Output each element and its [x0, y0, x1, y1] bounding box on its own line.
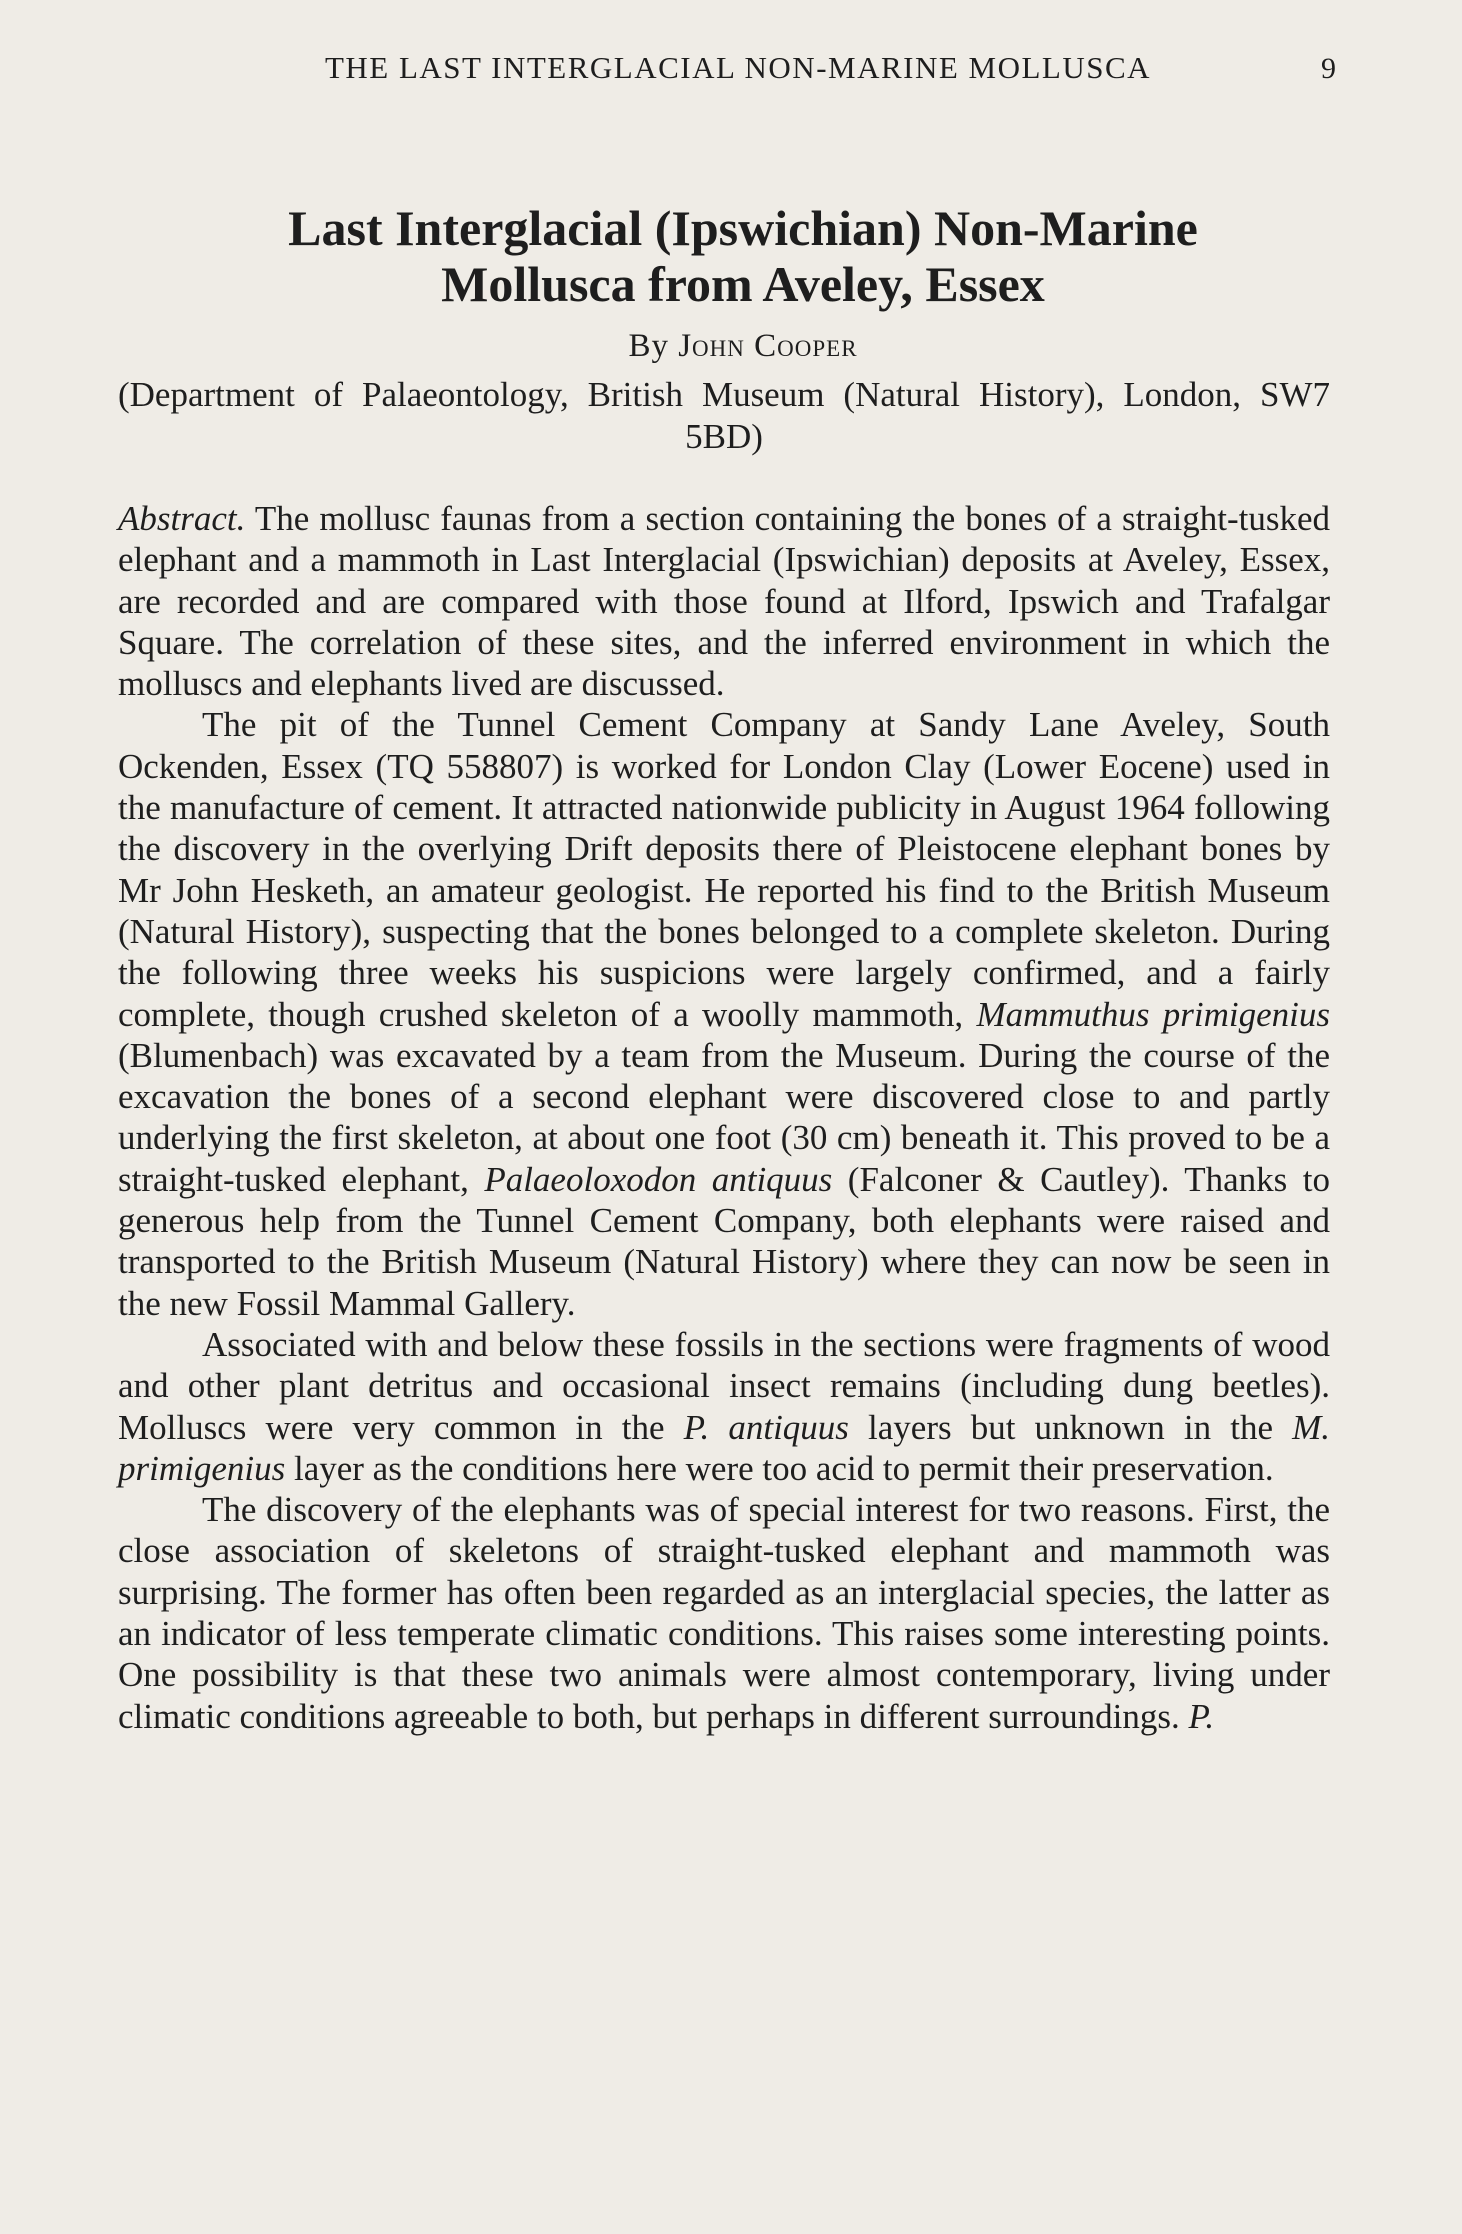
title-line-2: Mollusca from Aveley, Essex — [441, 256, 1045, 312]
abstract — [118, 498, 1330, 704]
byline-by: By — [628, 328, 669, 364]
paragraph-2-text-c: layer as the conditions here were too acid to permit their preservation. — [285, 1448, 1274, 1488]
running-head: THE LAST INTERGLACIAL NON-MARINE MOLLUSCA — [324, 50, 1152, 85]
paragraph-2-text-a: Associated with and below these fossils in the sections were fragments of wood and other plant detritus and occasional insect remains (including dung beetles). Molluscs were very common in the — [118, 1324, 1330, 1447]
paragraph-3 — [118, 1489, 1330, 1737]
page-number: 9 — [1321, 52, 1336, 85]
species-name: P. antiquus — [683, 1407, 849, 1447]
paragraph-2-text-b: layers but unknown in the — [848, 1407, 1273, 1447]
author-affiliation: (Department of Palaeontology, British Museum (Natural History), London, SW7 5BD) — [118, 375, 1330, 456]
paragraph-1-text-c: (Falconer & Cautley). Thanks to generous help from the Tunnel Cement Company, both elephants were raised and transported to the British Museum (Natural History) where they can now be seen in the new Fossil Mammal Gallery. — [118, 1159, 1330, 1323]
paragraph-2 — [118, 1324, 1330, 1489]
paragraph-3-text: The discovery of the elephants was of special interest for two reasons. First, the close association of skeletons of straight-tusked elephant and mammoth was surprising. The former has often been regarded as an interglacial species, the latter as an indicator of less temperate climatic conditions. This raises some interesting points. One possibility is that these two animals were almost contemporary, living under climatic conditions agreeable to both, but perhaps in different surroundings. — [118, 1490, 1330, 1736]
author-name: John Cooper — [678, 328, 858, 364]
paragraph-1 — [118, 704, 1330, 1323]
paragraph-1-text-a: The pit of the Tunnel Cement Company at Sandy Lane Aveley, South Ockenden, Essex (TQ 558807) is worked for London Clay (Lower Eocene) used in the manufacture of cement. It attracted nationwide publicity in August 1964 following the discovery in the overlying Drift deposits there of Pleistocene elephant bones by Mr John Hesketh, an amateur geologist. He reported his find to the British Museum (Natural History), suspecting that the bones belonged to a complete skeleton. During the following three weeks his suspicions were largely confirmed, and a fairly complete, though crushed skeleton of a woolly mammoth, — [118, 705, 1330, 1034]
species-name: M. primigenius — [118, 1407, 1331, 1488]
species-name: Mammuthus primigenius — [976, 994, 1330, 1034]
title-line-1: Last Interglacial (Ipswichian) Non-Marine — [288, 200, 1198, 256]
species-name: Palaeoloxodon antiquus — [484, 1159, 833, 1199]
species-name-start: P. — [1188, 1696, 1215, 1736]
abstract-label: Abstract. — [118, 499, 246, 538]
article-title — [118, 200, 1368, 312]
abstract-text: The mollusc faunas from a section containing the bones of a straight-tusked elephant and a mammoth in Last Interglacial (Ipswichian) deposits at Aveley, Essex, are recorded and are compared with those found at Ilford, Ipswich and Trafalgar Square. The correlation of these sites, and the inferred environment in which the molluscs and elephants lived are discussed. — [118, 499, 1330, 704]
article-body — [118, 498, 1330, 1737]
byline — [118, 328, 1368, 365]
paragraph-1-text-b: (Blumenbach) was excavated by a team from the Museum. During the course of the excavation the bones of a second elephant were discovered close to and partly underlying the first skeleton, at about one foot (30 cm) beneath it. This proved to be a straight-tusked elephant, — [118, 1035, 1330, 1199]
